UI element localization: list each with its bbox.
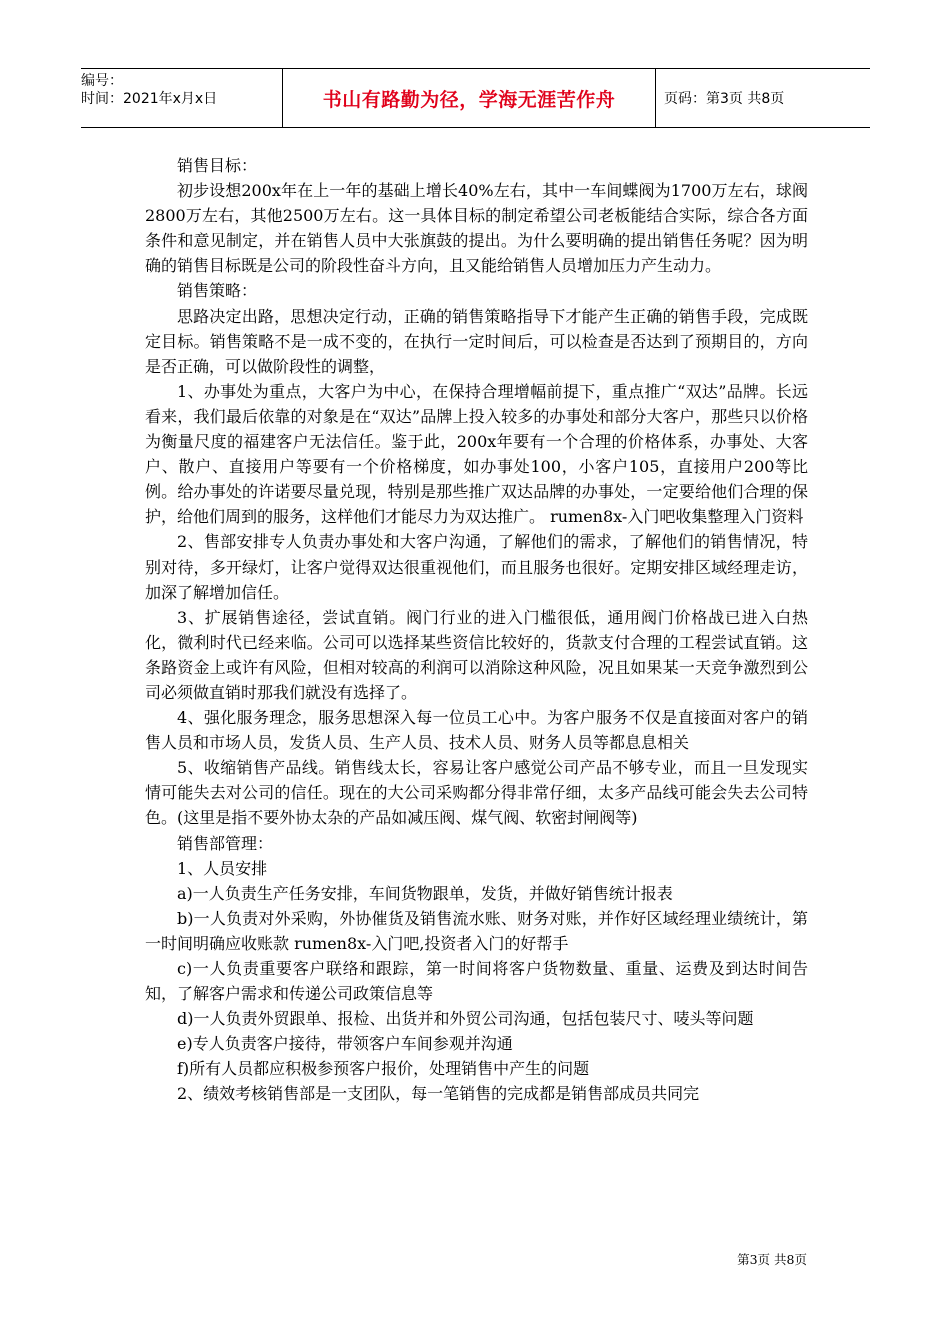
list-item: a)一人负责生产任务安排，车间货物跟单，发货，并做好销售统计报表 (177, 883, 673, 903)
list-item: 2、售部安排专人负责办事处和大客户沟通，了解他们的需求，了解他们的销售情况，特别对待，多开绿灯，让客户觉得双达很重视他们，而且服务也很好。定期安排区域经理走访，加深了解增加信任。 (145, 532, 808, 602)
section-heading-sales-goal: 销售目标： (177, 156, 258, 175)
list-item: 1、人员安排 (177, 858, 268, 878)
doc-number-label: 编号： (81, 73, 123, 89)
document-body (145, 153, 808, 1107)
list-item: 3、扩展销售途径，尝试直销。阀门行业的进入门槛很低，通用阀门价格战已进入白热化，微利时代已经来临。公司可以选择某些资信比较好的，货款支付合理的工程尝试直销。这条路资金上或许有风险，但相对较高的利润可以消除这种风险，况且如果某一天竞争激烈到公司必须做直销时那我们就没有选择了。 (145, 607, 808, 702)
list-item: b)一人负责对外采购，外协催货及销售流水账、财务对账，并作好区域经理业绩统计，第一时间明确应收账款 rumen8x-入门吧,投资者入门的好帮手 (145, 908, 808, 953)
list-item: 1、办事处为重点，大客户为中心，在保持合理增幅前提下，重点推广“双达”品牌。长远看来，我们最后依靠的对象是在“双达”品牌上投入较多的办事处和部分大客户，那些只以价格为衡量尺度的福建客户无法信任。鉴于此，200x年要有一个合理的价格体系，办事处、大客户、散户、直接用户等要有一个价格梯度，如办事处100，小客户105，直接用户200等比例。给办事处的许诺要尽量兑现，特别是那些推广双达品牌的办事处，一定要给他们合理的保护，给他们周到的服务，这样他们才能尽力为双达推广。 rumen8x-入门吧收集整理入门资料 (145, 381, 808, 527)
list-item: f)所有人员都应积极参预客户报价，处理销售中产生的问题 (177, 1059, 590, 1079)
header-meta (81, 69, 283, 127)
header-page-info: 页码：第3页 共8页 (664, 91, 785, 107)
time-label: 时间：2021年x月x日 (81, 91, 218, 107)
footer-page-info: 第3页 共8页 (737, 1252, 807, 1267)
header-page-cell (656, 69, 870, 127)
list-item: c)一人负责重要客户联络和跟踪，第一时间将客户货物数量、重量、运费及到达时间告知，了解客户需求和传递公司政策信息等 (145, 959, 808, 1004)
paragraph: 初步设想200x年在上一年的基础上增长40%左右，其中一车间蝶阀为1700万左右，球阀2800万左右，其他2500万左右。这一具体目标的制定希望公司老板能结合实际，综合各方面条件和意见制定，并在销售人员中大张旗鼓的提出。为什么要明确的提出销售任务呢？因为明确的销售目标既是公司的阶段性奋斗方向，且又能给销售人员增加压力产生动力。 (145, 181, 808, 276)
page-footer (737, 1250, 807, 1268)
section-heading-sales-strategy: 销售策略： (177, 281, 258, 301)
header-motto-cell (283, 69, 656, 127)
list-item: 4、强化服务理念，服务思想深入每一位员工心中。为客户服务不仅是直接面对客户的销售人员和市场人员，发货人员、生产人员、技术人员、财务人员等都息息相关 (145, 708, 808, 753)
section-heading-sales-management: 销售部管理： (177, 833, 274, 853)
list-item: d)一人负责外贸跟单、报检、出货并和外贸公司沟通，包括包装尺寸、唛头等问题 (177, 1009, 754, 1029)
list-item: 2、绩效考核销售部是一支团队，每一笔销售的完成都是销售部成员共同完 (177, 1084, 700, 1104)
list-item: e)专人负责客户接待，带领客户车间参观并沟通 (177, 1034, 513, 1054)
header-motto: 书山有路勤为径，学海无涯苦作舟 (322, 88, 616, 111)
list-item: 5、收缩销售产品线。销售线太长，容易让客户感觉公司产品不够专业，而且一旦发现实情可能失去对公司的信任。现在的大公司采购都分得非常仔细，太多产品线可能会失去公司特色。(这里是指不要外协太杂的产品如减压阀、煤气阀、软密封闸阀等) (145, 758, 808, 828)
page-header (81, 68, 870, 128)
paragraph: 思路决定出路，思想决定行动，正确的销售策略指导下才能产生正确的销售手段，完成既定目标。销售策略不是一成不变的，在执行一定时间后，可以检查是否达到了预期目的，方向是否正确，可以做阶段性的调整， (145, 306, 808, 376)
